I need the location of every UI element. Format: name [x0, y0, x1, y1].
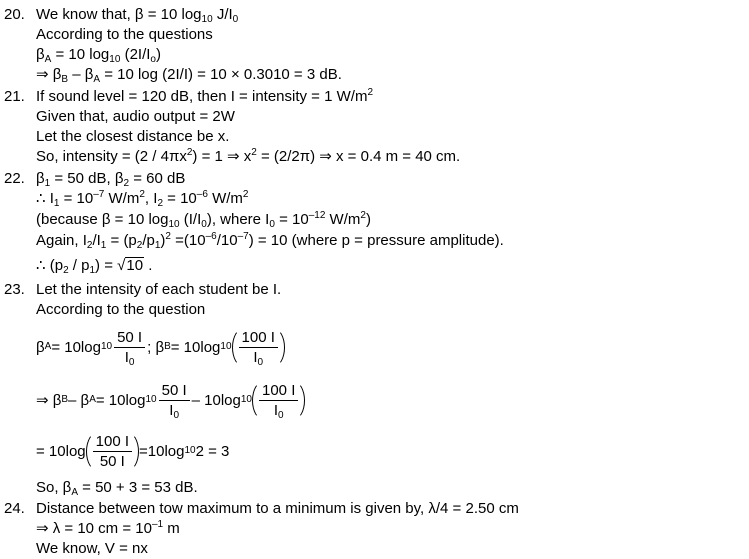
equation-line: (because β = 10 $\log_{10} (I/I_0)$, where $I_0 = 10^{-12}$ $W/m^2$) — [36, 210, 371, 230]
parenthesized-group — [232, 328, 285, 367]
fraction: $\frac{100 I}{50 I}$ — [93, 433, 132, 470]
equation-line: So, $\beta_A = 50 + 3 = 53$ dB. — [36, 479, 198, 498]
equation-line: So, intensity = $(2 / 4\pi x^2) = 1$ ⇒ $x^2 = (2/2\pi)$ ⇒ x = 0.4 m = 40 cm. — [36, 147, 461, 165]
equation-line: ⇒ λ = 10 cm = $10^{-1}$ m — [36, 519, 180, 537]
problem-number: 20. — [4, 6, 25, 23]
equation-line: ∴ $I_1 = 10^{-7}$ $W/m^2$, $I_2 = 10^{-6}$ $W/m^2$ — [36, 189, 249, 209]
problem-number: 22. — [4, 170, 25, 187]
equation-row: = 10log $\frac{100 I}{50 I}$ =10log 10 2 = 3 — [36, 432, 230, 470]
problem-number: 24. — [4, 500, 25, 517]
parenthesized-group — [252, 381, 305, 420]
problem-number: 21. — [4, 88, 25, 105]
text-line: Let the intensity of each student be I. — [36, 281, 282, 298]
fraction: $\frac{100 I}{I_0}$ — [259, 382, 298, 419]
equation-line: ∴ $(p_2 / p_1) = √10$ . — [36, 257, 153, 276]
text-line: If sound level = 120 dB, then I = intensity = 1 $W/m^2$ — [36, 87, 373, 105]
equation-line: Again, $I_2/I_1 = (p_2/p_1)^2 =(10^{-6}/10^{-7}) = 10$ (where p = pressure amplitude). — [36, 231, 504, 251]
text-line: According to the questions — [36, 26, 213, 43]
fraction: $\frac{50 I}{I_0}$ — [114, 329, 145, 366]
text-line: According to the question — [36, 301, 206, 318]
parenthesized-group — [86, 432, 139, 471]
text-line: Let the closest distance be x. — [36, 128, 230, 145]
text-line: We know that, β = 10 $\log_{10} J/I_0$ — [36, 6, 239, 25]
equation-line: ⇒ $\beta_B - \beta_A = 10$ log (2I/I) = 10 × 0.3010 = 3 dB. — [36, 66, 342, 85]
text-line: We know, V = nx — [36, 540, 148, 557]
equation-line: $\beta_1 = 50$ dB, $\beta_2 = 60$ dB — [36, 170, 186, 189]
problem-number: 23. — [4, 281, 25, 298]
sqrt-radicand: 10 — [126, 257, 144, 274]
equation-row: β A = 10log 10 $\frac{50 I}{I_0}$ ; β B = 10log 10 $\frac{100 I}{I_0}$ — [36, 325, 285, 369]
fraction: $\frac{100 I}{I_0}$ — [239, 329, 278, 366]
text-line: Distance between tow maximum to a minimum is given by, λ/4 = 2.50 cm — [36, 500, 519, 517]
equation-row: ⇒ β B – β A = 10log 10 $\frac{50 I}{I_0}$ – 10log 10 $\frac{100 I}{I_0}$ — [36, 378, 305, 422]
sqrt-sign: √ — [117, 257, 126, 274]
text-line: Given that, audio output = 2W — [36, 108, 235, 125]
fraction: $\frac{50 I}{I_0}$ — [159, 382, 190, 419]
equation-line: $\beta_A = 10$ $\log_{10} (2I/I_o)$ — [36, 46, 161, 65]
